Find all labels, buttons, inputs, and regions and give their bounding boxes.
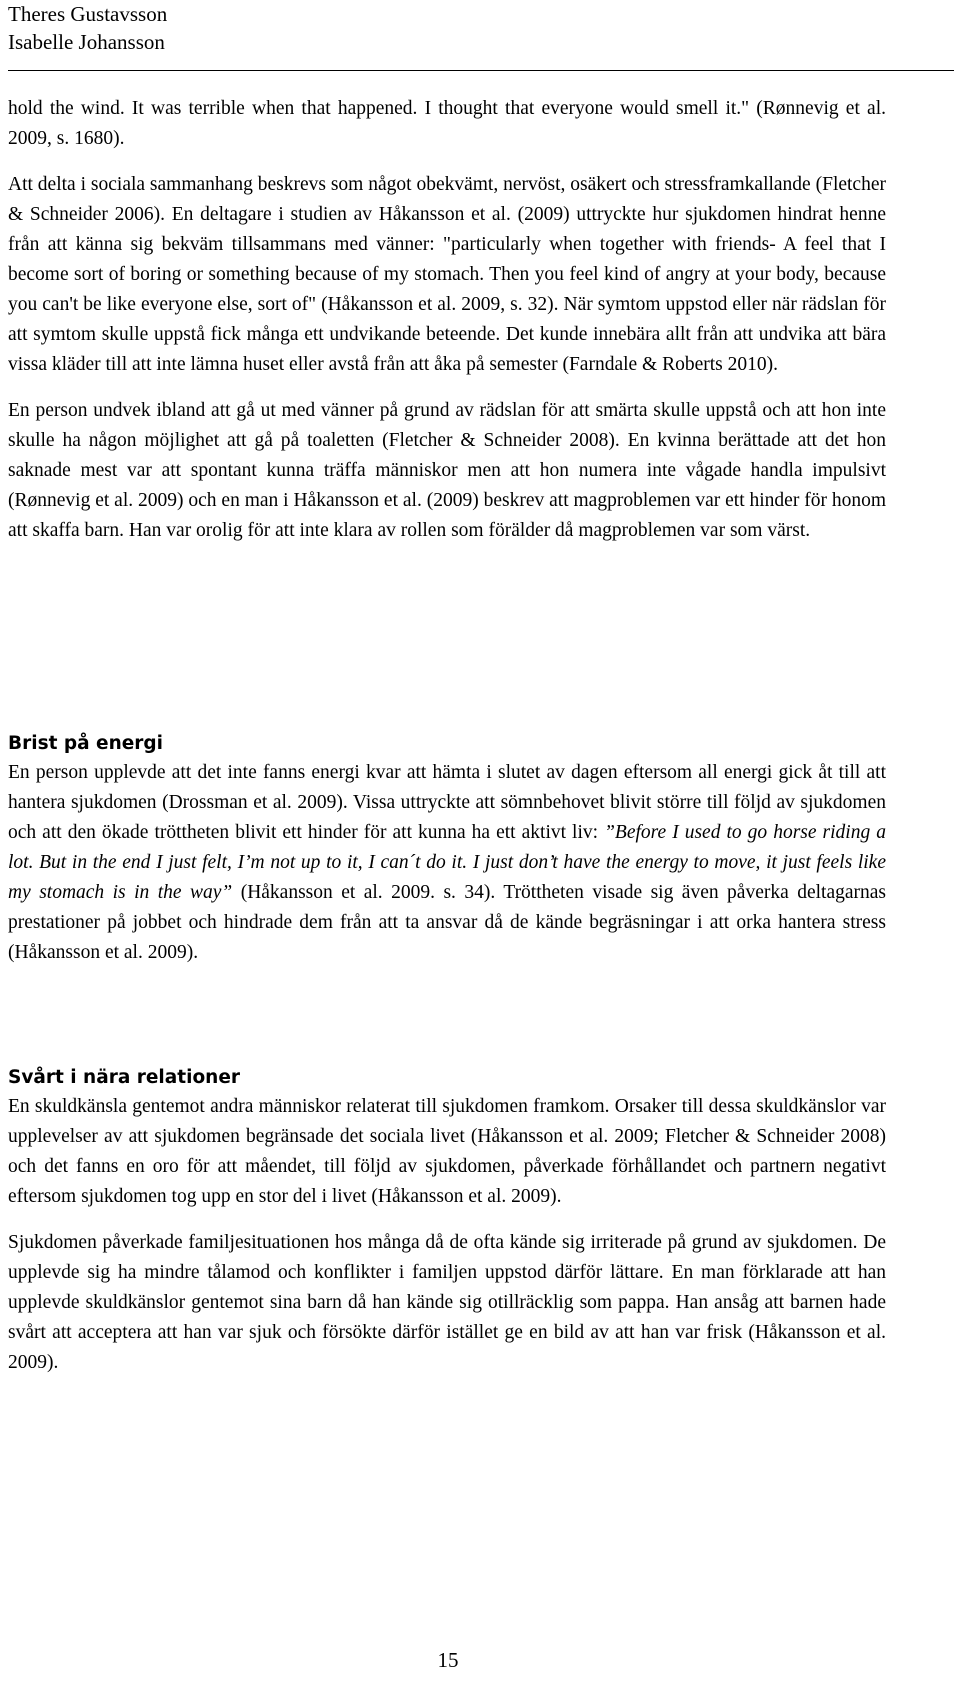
section-heading: Svårt i nära relationer xyxy=(8,1067,240,1088)
page-number: 15 xyxy=(437,1648,459,1672)
paragraph-text: En person upplevde att det inte fanns energi kvar att hämta i slutet av dagen eftersom all energi gick åt till att hantera sjukdomen (Drossman et al. 2009). Vissa uttryckte att sömnbehovet blivit större till följd av sjukdomen och att den ökade tröttheten blivit ett hinder för att kunna ha ett aktivt liv: xyxy=(8,762,886,843)
paragraph: Sjukdomen påverkade familjesituationen hos många då de ofta kände sig irriterade på grund av sjukdomen. De upplevde sig ha mindre tålamod och konflikter i familjen uppstod därför lättare. En man förklarade att han upplevde skuldkänslor gentemot sina barn då han kände sig otillräcklig som pappa. Han ansåg att barnen hade svårt att acceptera att han var sjuk och försökte därför istället ge en bild av att han var frisk (Håkansson et al. 2009). xyxy=(8,1232,886,1373)
page-header xyxy=(8,0,167,56)
paragraph: En skuldkänsla gentemot andra människor relaterat till sjukdomen framkom. Orsaker till dessa skuldkänslor var upplevelser av att sjukdomen begränsade det sociala livet (Håkansson et al. 2009; Fletcher & Schneider 2008) och det fanns en oro för att måendet, till följd av sjukdomen, påverkade förhållandet och partnern negativt eftersom sjukdomen tog upp en stor del i livet (Håkansson et al. 2009). xyxy=(8,1096,886,1207)
paragraph: Att delta i sociala sammanhang beskrevs som något obekvämt, nervöst, osäkert och stressframkallande (Fletcher & Schneider 2006). En deltagare i studien av Håkansson et al. (2009) uttryckte hur sjukdomen hindrat henne från att känna sig bekväm tillsammans med vänner: "particularly when together with friends- A feel that I become sort of boring or something because of my stomach. Then you feel kind of angry at your body, because you can't be like everyone else, sort of" (Håkansson et al. 2009, s. 32). När symtom uppstod eller när rädslan för att symtom skulle uppstå fick många ett undvikande beteende. Det kunde innebära allt från att undvika att bära vissa kläder till att inte lämna huset eller avstå från att åka på semester (Farndale & Roberts 2010). xyxy=(8,174,886,375)
body-block-1 xyxy=(8,94,886,562)
paragraph: En person undvek ibland att gå ut med vänner på grund av rädslan för att smärta skulle uppstå och att hon inte skulle ha någon möjlighet att gå på toaletten (Fletcher & Schneider 2008). En kvinna berättade att det hon saknade mest var att spontant kunna träffa människor men att hon numera inte vågade handla impulsivt (Rønnevig et al. 2009) och en man i Håkansson et al. (2009) beskrev att magproblemen var ett hinder för honom att skaffa barn. Han var orolig för att inte klara av rollen som förälder då magproblemen var som värst. xyxy=(8,400,886,541)
section-svart-i-nara-relationer xyxy=(8,1064,886,1394)
paragraph-text: (Håkansson et al. 2009. s. 34). Tröttheten visade sig även påverka deltagarnas prestationer på jobbet och hindrade dem från att ta ansvar då de kände begräsningar i att orka hantera stress (Håkansson et al. 2009). xyxy=(8,882,887,963)
paragraph: hold the wind. It was terrible when that happened. I thought that everyone would smell it." (Rønnevig et al. 2009, s. 1680). xyxy=(8,98,886,149)
paragraph xyxy=(8,758,886,968)
header-rule xyxy=(8,70,954,71)
author-name: Theres Gustavsson xyxy=(8,2,168,26)
author-name: Isabelle Johansson xyxy=(8,30,165,54)
quote-text: ”Before I used to go horse riding a lot. But in the end I just felt, I’m not up to it, I can´t do it. I just don’t have the energy to move, it just feels like my stomach is in the way” xyxy=(8,822,886,903)
section-heading: Brist på energi xyxy=(8,733,164,754)
section-brist-pa-energi xyxy=(8,730,886,984)
